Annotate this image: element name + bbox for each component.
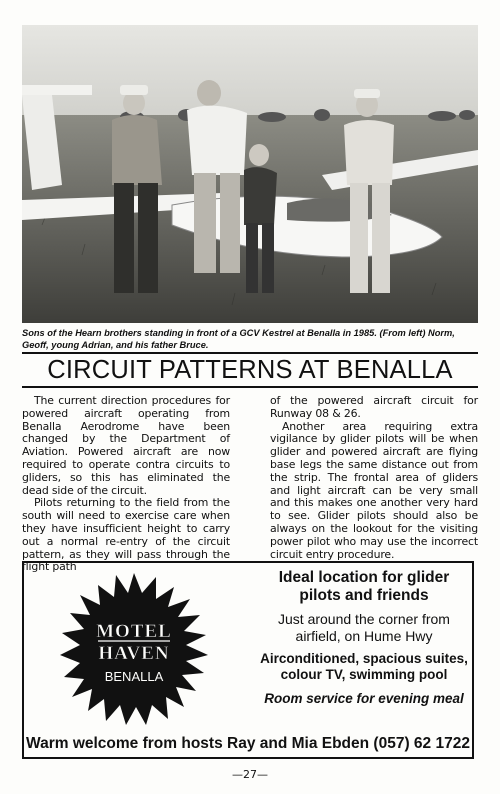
photo-caption: Sons of the Hearn brothers standing in front of a GCV Kestrel at Benalla in 1985. (From left) Norm, Geoff, young Adrian, and his father Bruce. xyxy=(22,328,455,350)
ad-footer: Warm welcome from hosts Ray and Mia Ebden (057) 62 1722 xyxy=(26,735,470,752)
headline-top-rule xyxy=(22,352,478,354)
article-paragraph: The current direction procedures for powered aircraft operating from Benalla Aerodrome have been changed by the Department of Aviation. Powered aircraft are now required to operate contra circuits to gliders, so this has eliminated the dead side of the circuit. xyxy=(22,394,230,497)
article-paragraph: Another area requiring extra vigilance by glider pilots will be when glider and powered aircraft are flying base legs the same distance out from the strip. The frontal area of gliders and light aircraft can be very small and this makes one another very hard to see. Glider pilots should also be always on the lookout for the visiting power pilot who may use the incorrect circuit entry procedure. xyxy=(270,419,478,561)
article-paragraph: of the powered aircraft circuit for Runway 08 & 26. xyxy=(270,394,478,420)
svg-text:BENALLA: BENALLA xyxy=(104,669,164,684)
headline-bottom-rule xyxy=(22,386,478,388)
glider-photo xyxy=(22,25,478,323)
motel-haven-logo xyxy=(54,571,214,726)
motel-advertisement xyxy=(22,561,474,759)
ad-text-block xyxy=(260,569,468,707)
article-headline: CIRCUIT PATTERNS AT BENALLA xyxy=(47,356,453,384)
svg-text:MOTEL: MOTEL xyxy=(96,621,172,642)
ad-heading: Ideal location for glider pilots and friends xyxy=(278,569,450,604)
article-column-right xyxy=(270,395,478,561)
article-column-left xyxy=(22,395,230,574)
ad-location: Just around the corner from airfield, on Hume Hwy xyxy=(278,611,450,644)
ad-room-service: Room service for evening meal xyxy=(264,691,464,706)
svg-text:HAVEN: HAVEN xyxy=(98,643,170,664)
page-number: —27— xyxy=(232,768,268,781)
ad-features: Airconditioned, spacious suites, colour TV, swimming pool xyxy=(260,651,468,682)
article-paragraph: Pilots returning to the field from the south will need to exercise care when they have insufficient height to carry out a normal re-entry of the circuit pattern, as they will pass through the flight path xyxy=(22,496,230,574)
